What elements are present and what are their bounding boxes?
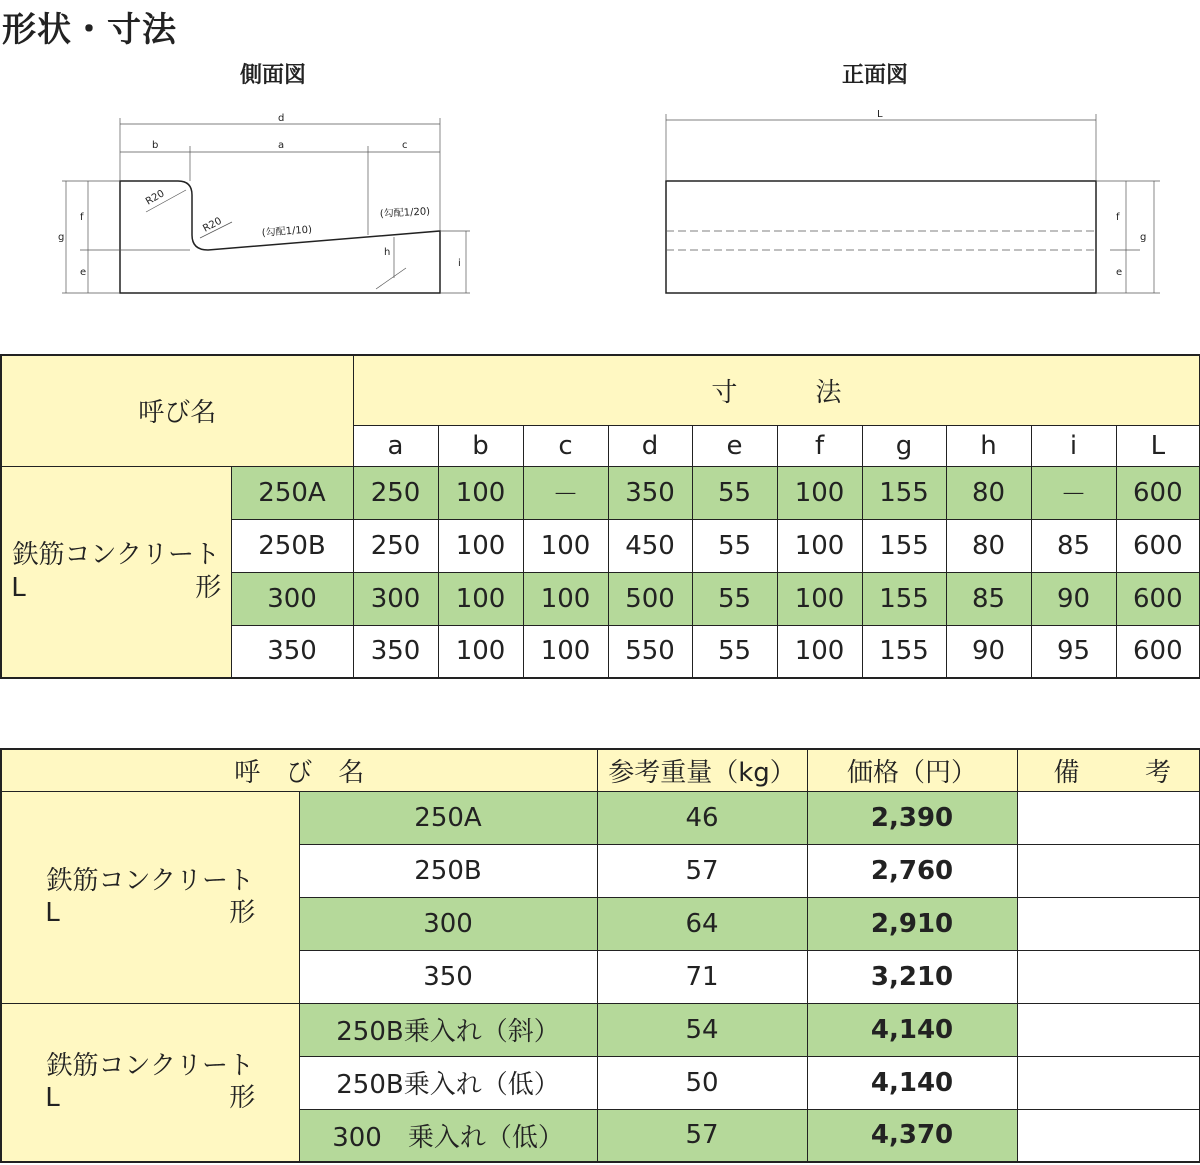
row-price: 4,370	[807, 1109, 1017, 1162]
cell: 100	[777, 519, 862, 572]
row-name: 300	[231, 572, 353, 625]
col-header-L: L	[1116, 425, 1200, 466]
row-price: 2,390	[807, 791, 1017, 844]
front-view-title: 正面図	[842, 63, 909, 88]
cell: 600	[1116, 572, 1200, 625]
dimensions-table	[0, 354, 1200, 679]
row-weight: 71	[597, 950, 807, 1003]
remarks-header	[1017, 749, 1200, 791]
price-header: 価格（円）	[807, 749, 1017, 791]
cell: 100	[523, 625, 608, 678]
cell: 90	[1031, 572, 1116, 625]
cell: 550	[608, 625, 692, 678]
cell: 80	[946, 466, 1031, 519]
cell: 155	[862, 466, 946, 519]
remarks-header-a: 備	[1053, 757, 1080, 788]
dim-i-label: i	[458, 258, 461, 269]
group-label-line1: 鉄筋コンクリート	[12, 540, 220, 571]
group-label-1	[1, 791, 299, 1003]
price-table	[0, 748, 1200, 1163]
col-header-h: h	[946, 425, 1031, 466]
col-header-d: d	[608, 425, 692, 466]
dimension-drawing	[0, 90, 1200, 305]
cell: －	[1031, 466, 1116, 519]
dim-g-label: g	[58, 232, 65, 243]
cell: 85	[1031, 519, 1116, 572]
row-price: 2,910	[807, 897, 1017, 950]
row-price: 2,760	[807, 844, 1017, 897]
group-label-line1: 鉄筋コンクリート	[46, 865, 254, 896]
cell: 450	[608, 519, 692, 572]
cell: 55	[692, 572, 777, 625]
slope-label-2: (勾配1/20)	[379, 206, 431, 220]
front-dim-g-label: g	[1140, 232, 1147, 243]
row-weight: 50	[597, 1056, 807, 1109]
cell: 100	[777, 572, 862, 625]
row-weight: 57	[597, 844, 807, 897]
row-name: 300	[299, 897, 597, 950]
group-label-kata: 形	[229, 1083, 256, 1114]
group-label-L: L	[45, 1083, 60, 1114]
row-remarks	[1017, 844, 1200, 897]
row-remarks	[1017, 1056, 1200, 1109]
table-row	[1, 466, 1200, 519]
dim-d-label: d	[278, 113, 285, 124]
front-dim-e-label: e	[1116, 267, 1123, 278]
group-label	[1, 466, 231, 678]
front-view-drawing	[666, 181, 1096, 293]
cell: 100	[438, 466, 523, 519]
cell: －	[523, 466, 608, 519]
cell: 55	[692, 519, 777, 572]
group-label-L: L	[45, 898, 60, 928]
row-remarks	[1017, 950, 1200, 1003]
row-price: 4,140	[807, 1003, 1017, 1056]
page-title: 形状・寸法	[2, 10, 177, 50]
col-header-b: b	[438, 425, 523, 466]
group-label-kata: 形	[229, 898, 256, 928]
group-label-kata: 形	[195, 572, 222, 603]
dim-L-label: L	[877, 109, 883, 120]
table-row	[1, 791, 1200, 844]
front-dim-f-label: f	[1116, 212, 1120, 223]
cell: 100	[523, 572, 608, 625]
side-view-title: 側面図	[240, 63, 307, 88]
cell: 55	[692, 466, 777, 519]
row-weight: 57	[597, 1109, 807, 1162]
cell: 350	[353, 625, 438, 678]
row-name: 250B乗入れ（低）	[299, 1056, 597, 1109]
cell: 300	[353, 572, 438, 625]
row-name: 250A	[299, 791, 597, 844]
row-remarks	[1017, 1003, 1200, 1056]
dimension-header: 寸 法	[353, 355, 1200, 425]
row-name: 250B	[299, 844, 597, 897]
cell: 500	[608, 572, 692, 625]
dim-c-label: c	[402, 140, 408, 151]
cell: 100	[523, 519, 608, 572]
cell: 100	[777, 466, 862, 519]
cell: 100	[438, 625, 523, 678]
cell: 350	[608, 466, 692, 519]
cell: 80	[946, 519, 1031, 572]
row-price: 3,210	[807, 950, 1017, 1003]
name-header: 呼び名	[1, 355, 353, 466]
col-header-i: i	[1031, 425, 1116, 466]
row-remarks	[1017, 1109, 1200, 1162]
row-name: 300 乗入れ（低）	[299, 1109, 597, 1162]
row-name: 250A	[231, 466, 353, 519]
cell: 250	[353, 519, 438, 572]
group-label-L: L	[11, 572, 26, 603]
cell: 90	[946, 625, 1031, 678]
row-name: 250B	[231, 519, 353, 572]
cell: 95	[1031, 625, 1116, 678]
row-name: 350	[231, 625, 353, 678]
cell: 600	[1116, 519, 1200, 572]
cell: 100	[438, 519, 523, 572]
cell: 155	[862, 519, 946, 572]
row-name: 250B乗入れ（斜）	[299, 1003, 597, 1056]
cell: 155	[862, 572, 946, 625]
dim-f-label: f	[80, 212, 84, 223]
radius-label-1: R20	[144, 188, 167, 208]
remarks-header-b: 考	[1145, 757, 1172, 788]
group-label-2	[1, 1003, 299, 1162]
table-row	[1, 1003, 1200, 1056]
row-weight: 54	[597, 1003, 807, 1056]
dim-h-label: h	[384, 247, 391, 258]
row-price: 4,140	[807, 1056, 1017, 1109]
cell: 100	[438, 572, 523, 625]
col-header-f: f	[777, 425, 862, 466]
col-header-c: c	[523, 425, 608, 466]
col-header-g: g	[862, 425, 946, 466]
radius-label-2: R20	[201, 215, 224, 235]
row-weight: 46	[597, 791, 807, 844]
cell: 600	[1116, 625, 1200, 678]
cell: 250	[353, 466, 438, 519]
cell: 55	[692, 625, 777, 678]
dim-b-label: b	[152, 140, 159, 151]
dim-a-label: a	[278, 140, 285, 151]
weight-header: 参考重量（kg）	[597, 749, 807, 791]
col-header-a: a	[353, 425, 438, 466]
name-header: 呼 び 名	[1, 749, 597, 791]
cell: 85	[946, 572, 1031, 625]
col-header-e: e	[692, 425, 777, 466]
row-weight: 64	[597, 897, 807, 950]
cell: 600	[1116, 466, 1200, 519]
row-remarks	[1017, 791, 1200, 844]
dim-e-label: e	[80, 267, 87, 278]
slope-label-1: (勾配1/10)	[261, 224, 313, 239]
group-label-line1: 鉄筋コンクリート	[46, 1050, 254, 1081]
cell: 155	[862, 625, 946, 678]
row-name: 350	[299, 950, 597, 1003]
cell: 100	[777, 625, 862, 678]
row-remarks	[1017, 897, 1200, 950]
